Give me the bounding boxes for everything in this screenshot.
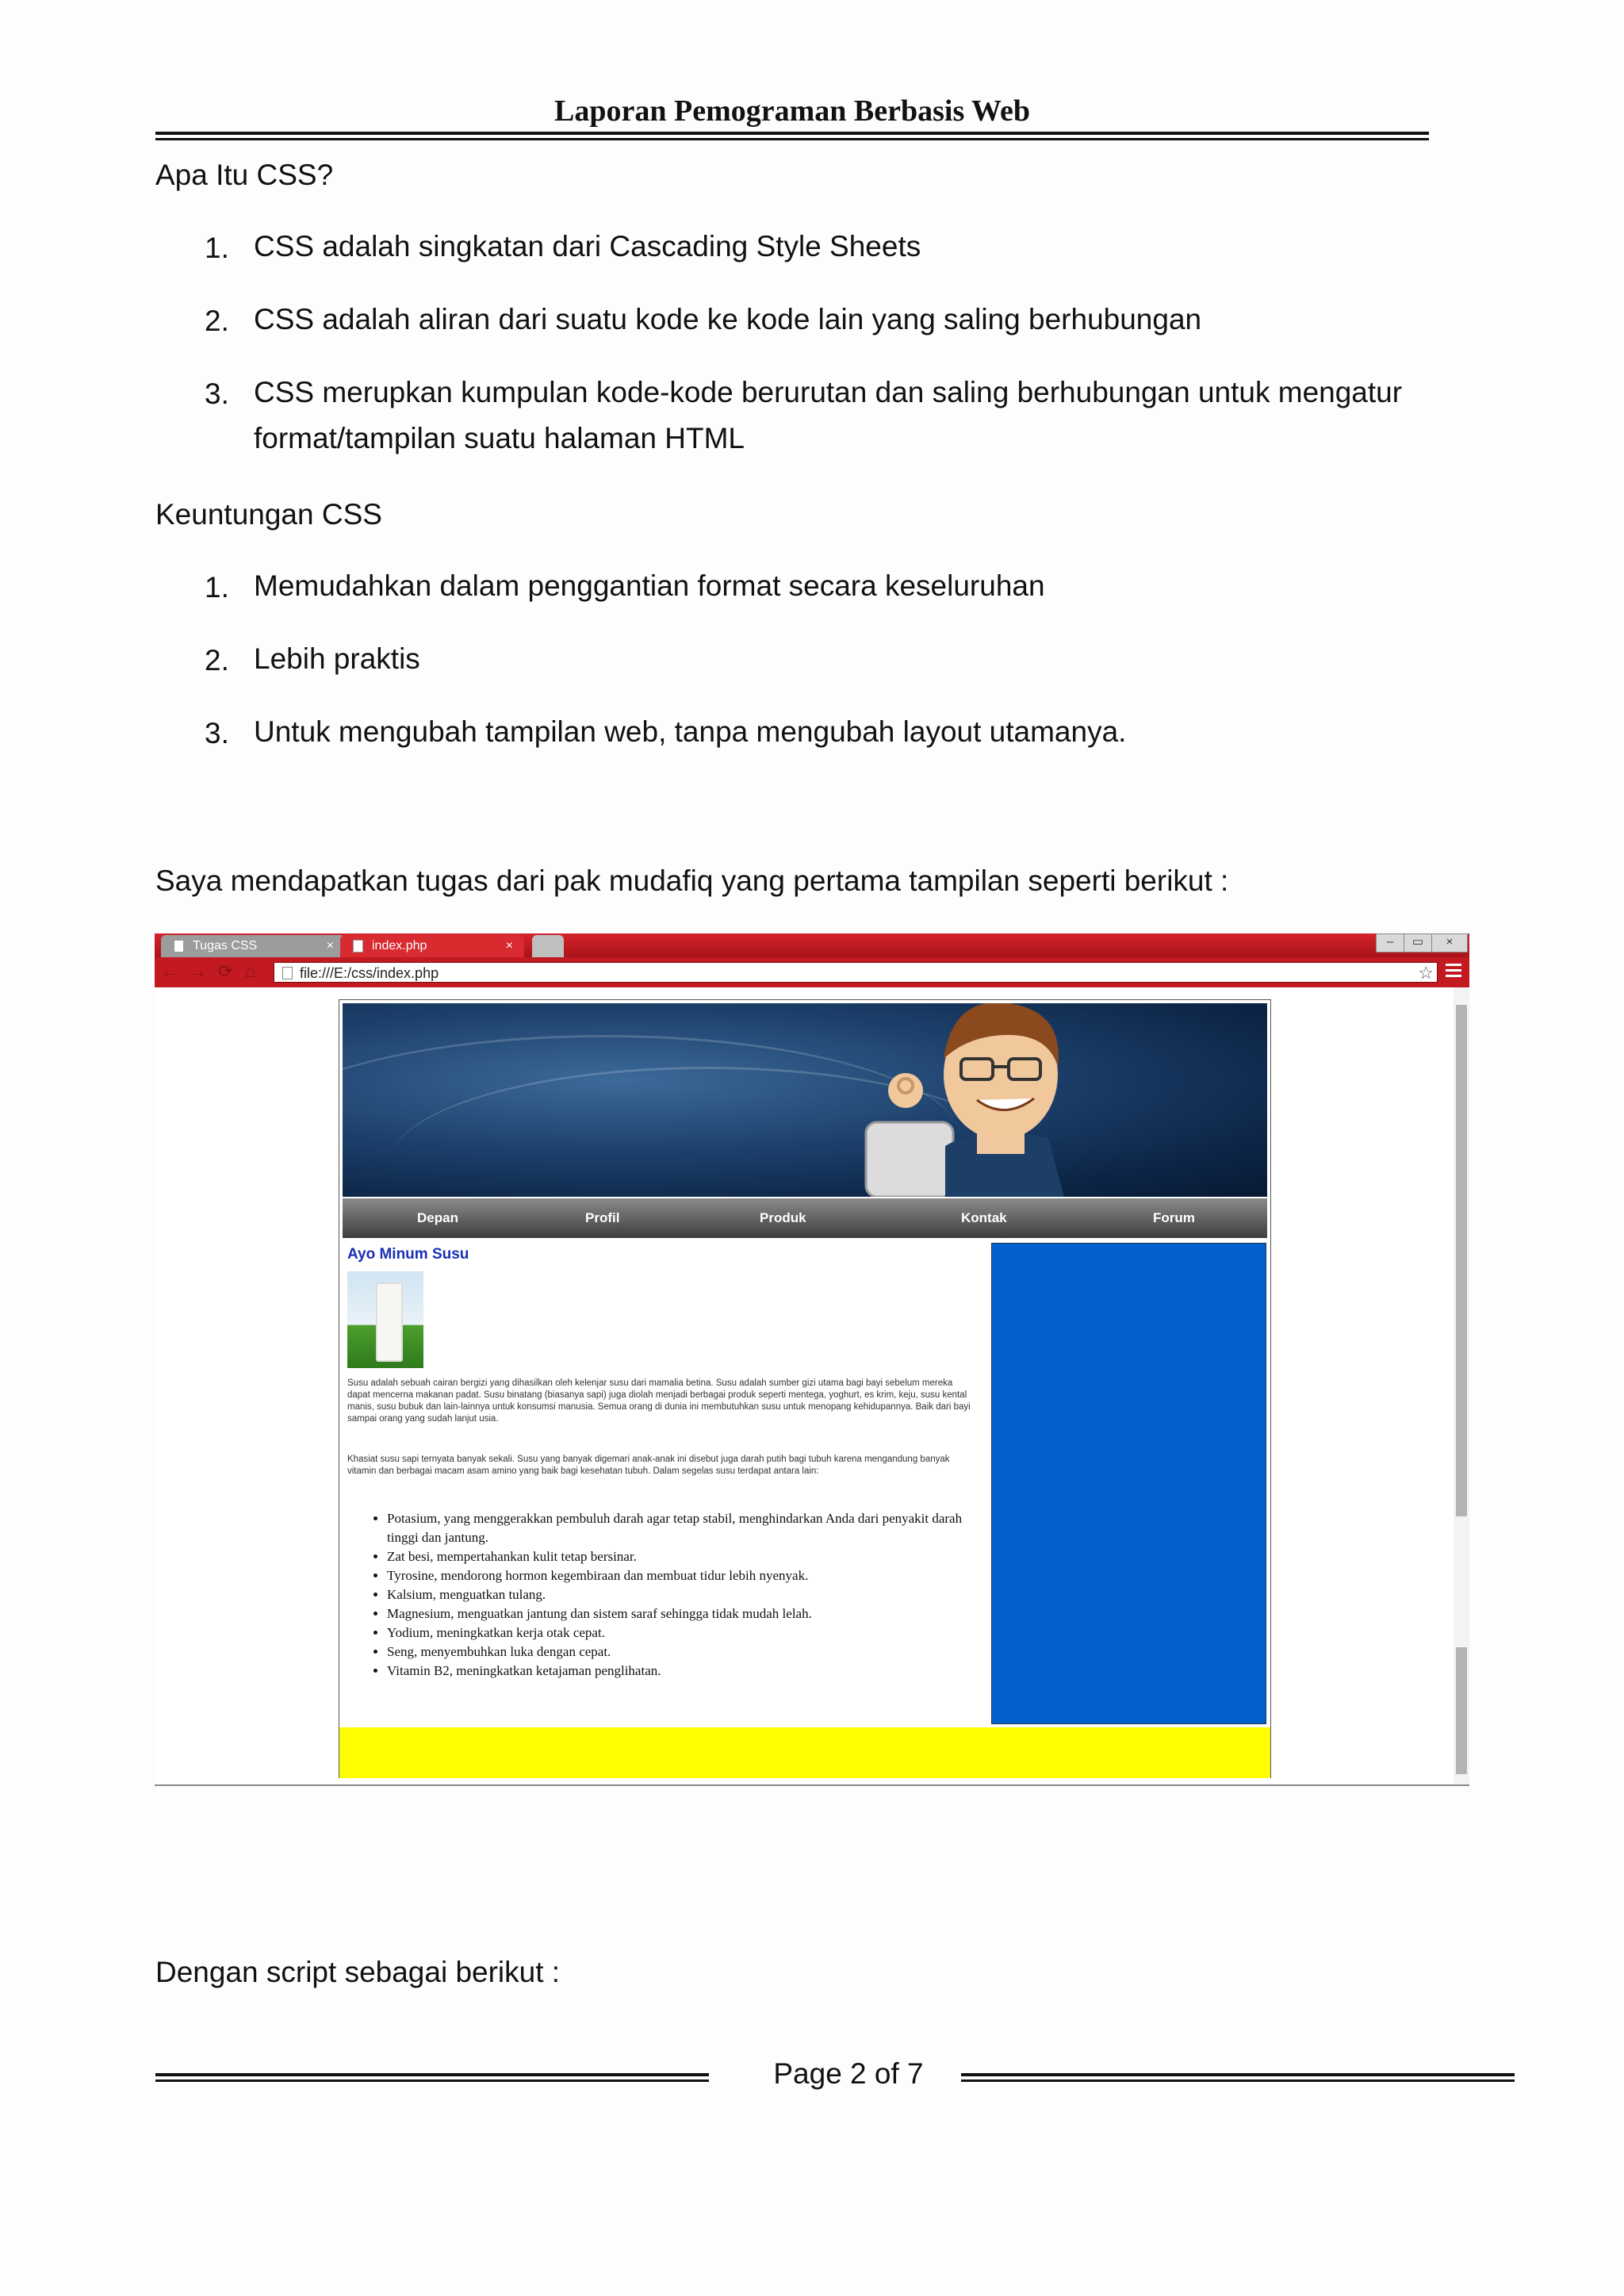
screenshot-bottom-border <box>155 1784 1469 1786</box>
list-item: • Yodium, meningkatkan kerja otak cepat. <box>387 1623 990 1642</box>
footer-rule-right <box>961 2073 1515 2076</box>
article-title: Ayo Minum Susu <box>347 1246 469 1263</box>
page-icon <box>174 940 184 953</box>
forward-icon[interactable]: → <box>190 961 207 981</box>
bookmark-star-icon[interactable]: ☆ <box>1418 963 1434 983</box>
home-icon[interactable]: ⌂ <box>245 961 256 981</box>
footer-rule-left <box>155 2073 709 2076</box>
list-item: • Potasium, yang menggerakkan pembuluh darah agar tetap stabil, menghindarkan Anda dari penyakit darah tinggi dan jantung. <box>387 1509 990 1547</box>
milk-glass-image <box>347 1271 423 1368</box>
list-number: 3. <box>205 378 229 410</box>
list-number: 2. <box>205 644 229 677</box>
milk-glass <box>376 1282 403 1362</box>
site-nav-bar <box>343 1198 1267 1238</box>
article-paragraph: Khasiat susu sapi ternyata banyak sekali. Susu yang banyak digemari anak-anak ini disebut juga darah putih bagi tubuh karena mengandung banyak vitamin dan berbagai macam asam amino yang baik bagi kesehatan tubuh. Dalam segelas susu terdapat antara lain: <box>347 1455 950 1476</box>
section-heading-keuntungan-css: Keuntungan CSS <box>155 498 382 531</box>
address-text: file:///E:/css/index.php <box>300 965 439 981</box>
restore-button[interactable]: ▭ <box>1404 933 1432 953</box>
list-number: 3. <box>205 717 229 749</box>
footer-rule-left <box>155 2079 709 2082</box>
nav-link-profil[interactable]: Profil <box>585 1210 620 1225</box>
list-item: • Magnesium, menguatkan jantung dan sistem saraf sehingga tidak mudah lelah. <box>387 1604 990 1623</box>
close-icon[interactable]: × <box>326 939 334 953</box>
back-icon[interactable]: ← <box>161 961 178 981</box>
site-footer <box>339 1727 1270 1778</box>
intro-paragraph: Saya mendapatkan tugas dari pak mudafiq yang pertama tampilan seperti berikut : <box>155 864 1229 897</box>
scrollbar-thumb-secondary <box>1456 1647 1467 1774</box>
nav-link-kontak[interactable]: Kontak <box>961 1210 1007 1225</box>
page-number: Page 2 of 7 <box>773 2057 924 2090</box>
new-tab-button[interactable] <box>532 935 564 957</box>
article-paragraph: Susu adalah sebuah cairan bergizi yang dihasilkan oleh kelenjar susu dari mamalia betina. Susu adalah sumber gizi utama bagi bayi sebelum mereka dapat mencerna makanan padat. Susu binatang (biasanya sapi) juga diolah menjadi berbagai produk seperti mentega, yoghurt, es krim, keju, susu kental manis, susu bubuk dan lain-lainnya untuk konsumsi manusia. Semua orang di dunia ini membutuhkan susu untuk menopang kehidupannya. Baik dari bayi sampai orang yang sudah lanjut usia. <box>347 1378 971 1424</box>
list-item: Lebih praktis <box>254 642 420 675</box>
outro-paragraph: Dengan script sebagai berikut : <box>155 1956 561 1988</box>
list-item: • Tyrosine, mendorong hormon kegembiraan dan membuat tidur lebih nyenyak. <box>387 1566 990 1585</box>
benefits-list <box>371 1509 990 1681</box>
header-rule-top <box>155 132 1429 135</box>
footer-rule-right <box>961 2079 1515 2082</box>
browser-toolbar <box>155 957 1469 987</box>
nav-link-produk[interactable]: Produk <box>760 1210 806 1225</box>
list-item: Untuk mengubah tampilan web, tanpa mengubah layout utamanya. <box>254 715 1127 748</box>
reload-icon[interactable]: ⟳ <box>218 961 233 981</box>
document-header-title: Laporan Pemograman Berbasis Web <box>554 94 1030 128</box>
browser-screenshot <box>155 933 1469 1786</box>
list-item: • Zat besi, mempertahankan kulit tetap bersinar. <box>387 1547 990 1566</box>
cartoon-man-illustration <box>850 1003 1104 1197</box>
website-page <box>339 999 1271 1778</box>
list-item: • Kalsium, menguatkan tulang. <box>387 1585 990 1604</box>
list-number: 1. <box>205 232 229 264</box>
minimize-button[interactable]: – <box>1376 933 1404 953</box>
browser-tab-index-php[interactable] <box>340 935 524 957</box>
site-banner <box>343 1003 1267 1197</box>
close-icon[interactable]: × <box>505 939 513 953</box>
menu-icon[interactable] <box>1446 964 1461 981</box>
scrollbar-thumb[interactable] <box>1456 1005 1467 1516</box>
page-icon <box>353 940 363 953</box>
tab-label: Tugas CSS <box>193 939 258 953</box>
nav-link-forum[interactable]: Forum <box>1153 1210 1195 1225</box>
browser-tab-bar <box>155 933 1469 957</box>
header-rule-bottom <box>155 138 1429 140</box>
list-item: CSS adalah aliran dari suatu kode ke kode lain yang saling berhubungan <box>254 303 1202 335</box>
list-number: 1. <box>205 571 229 604</box>
close-window-button[interactable]: × <box>1431 933 1468 953</box>
site-sidebar <box>991 1243 1266 1724</box>
list-item: • Seng, menyembuhkan luka dengan cepat. <box>387 1642 990 1662</box>
list-item: CSS adalah singkatan dari Cascading Style Sheets <box>254 230 921 263</box>
nav-link-depan[interactable]: Depan <box>417 1210 458 1225</box>
section-heading-apa-itu-css: Apa Itu CSS? <box>155 159 334 191</box>
browser-tab-tugas-css[interactable] <box>161 935 345 957</box>
list-item: • Vitamin B2, meningkatkan ketajaman penglihatan. <box>387 1662 990 1681</box>
list-item: CSS merupkan kumpulan kode-kode berurutan dan saling berhubungan untuk mengatur format/tampilan suatu halaman HTML <box>254 376 1403 454</box>
address-bar[interactable] <box>274 962 1438 983</box>
tab-label: index.php <box>372 939 427 953</box>
list-item: Memudahkan dalam penggantian format secara keseluruhan <box>254 569 1045 602</box>
list-number: 2. <box>205 305 229 337</box>
page-icon <box>282 967 293 979</box>
